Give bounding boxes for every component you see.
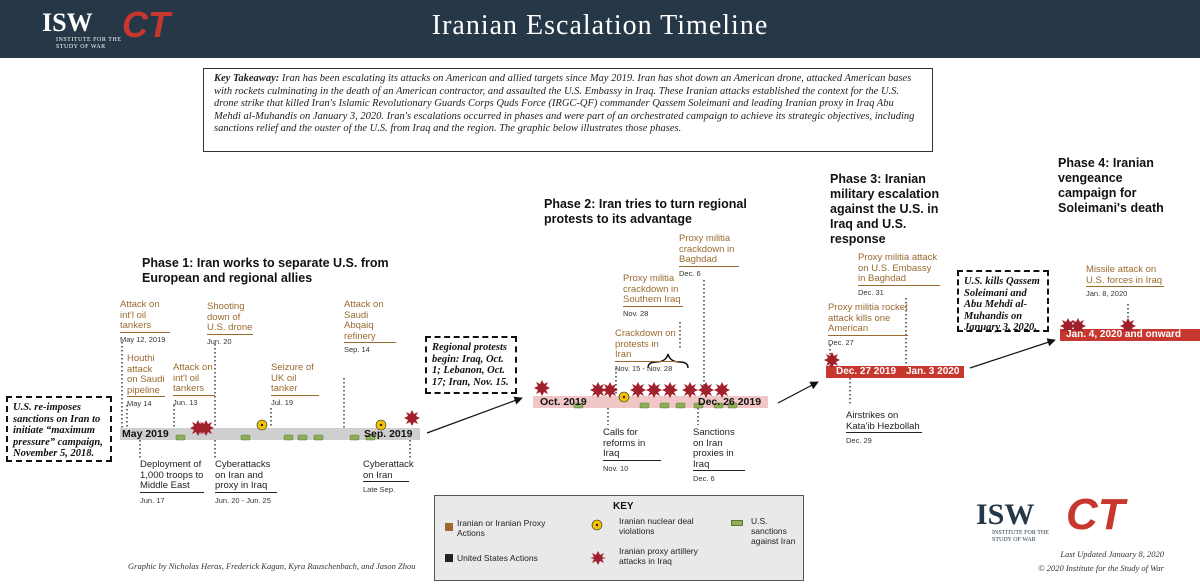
event-label: Airstrikes on Kata'ib Hezbollah [846,411,922,433]
event-date: Nov. 28 [623,308,649,318]
legend-nuclear-icon [591,519,603,531]
phase1-title: Phase 1: Iran works to separate U.S. from European and regional allies [142,256,389,285]
event-date: Jun. 20 [207,336,232,346]
sanctions-icon [298,435,307,440]
event-date: Late Sep. [363,485,396,494]
soleimani-box: U.S. kills Qassem Soleimani and Abu Mehdi al-Muhandis on January 3, 2020. [957,270,1049,332]
legend-nuclear-label: Iranian nuclear deal violations [619,516,694,536]
event-crack-south [623,274,683,318]
event-label: Attack on Saudi Abqaiq refinery [344,300,396,343]
arrow-phase2-3 [778,382,818,403]
regional-protests-box: Regional protests begin: Iraq, Oct. 1; Lebanon, Oct. 17; Iran, Nov. 15. [425,336,517,394]
legend-us-swatch [445,554,453,562]
arrow-phase3-4 [970,340,1055,368]
burst-artillery [662,382,678,398]
event-date: May 14 [127,399,152,408]
event-label: Proxy militia rocket attack kills one American [828,302,908,334]
sanctions-icon [660,403,669,408]
sanctions-icon [284,435,293,440]
event-label: Seizure of UK oil tanker [271,363,319,396]
burst-artillery [534,380,550,396]
bar2-start-label: Oct. 2019 [540,396,587,408]
sanctions-icon [314,435,323,440]
arrow-phase1-2 [427,398,522,433]
sanctions-icon [676,403,685,408]
sanctions-icon [241,435,250,440]
legend-iran-label: Iranian or Iranian Proxy Actions [457,518,546,538]
event-date: Jan. 8, 2020 [1086,289,1128,298]
phase4-title: Phase 4: Iranian vengeance campaign for Soleimani's death [1058,156,1164,215]
bar1-start-label: May 2019 [122,428,169,440]
isw-logo-footer-subtext: INSTITUTE FOR THE STUDY OF WAR [992,530,1049,543]
burst-artillery [630,382,646,398]
event-airstrikes [846,411,922,445]
key-takeaway-text: Iran has been escalating its attacks on American and allied targets since May 2019. Iran has shot down an American drone, attacked American bases with rockets culminating in the death of an American contractor, and assaulted the U.S. Embassy in Iraq. These Iranian attacks established the context for the U.S. drone strike that killed Iran's Islamic Revolutionary Guards Corps Quds Force (IRGC-QF) commander Qassem Soleimani and leading Iranian proxy in Iraq Abu Mehdi al-Muhandis on January 3, 2020. Iran's escalations occurred in phases and were part of an orchestrated campaign to achieve its strategic objectives, including sanctions relief and the ouster of the U.S. from Iraq and the region. The graphic below illustrates those phases. [214,73,915,135]
event-troops [140,460,204,505]
event-uk-tanker [271,363,319,407]
legend-iran-swatch [445,523,453,531]
sanctions-icon [350,435,359,440]
event-crack-iran [615,329,677,373]
event-date: May 12, 2019 [120,334,166,344]
event-label: Attack on int'l oil tankers [120,300,170,333]
event-rocket [828,303,908,347]
graphic-credit: Graphic by Nicholas Heras, Frederick Kagan, Kyra Rauschenbach, and Jason Zhou [128,561,416,571]
event-label: Deployment of 1,000 troops to Middle East [140,459,204,491]
event-label: Calls for reforms in Iraq [603,428,661,461]
event-label: Proxy militia crackdown in Baghdad [679,234,739,267]
legend-key [434,495,804,581]
burst-artillery [198,420,214,436]
bar3-start-label: Dec. 27 2019 [836,366,897,377]
event-date: Dec. 29 [846,436,872,445]
isw-logo-subtext: INSTITUTE FOR THE STUDY OF WAR [56,37,122,50]
event-date: Nov. 10 [603,463,629,473]
event-crack-baghdad [679,234,739,278]
event-date: Jun. 20 - Jun. 25 [215,495,271,505]
event-label: Attack on int'l oil tankers [173,363,215,396]
event-date: Sep. 14 [344,345,370,354]
phase3-title: Phase 3: Iranian military escalation against the U.S. in Iraq and U.S. response [830,172,940,246]
event-date: Nov. 15 - Nov. 28 [615,363,673,373]
event-date: Jun. 13 [173,397,198,407]
reimpose-sanctions-box: U.S. re-imposes sanctions on Iran to initiate “maximum pressure” campaign, November 5, 2018. [6,396,112,462]
burst-artillery [682,382,698,398]
legend-title: KEY [613,501,634,512]
event-oil-tankers [120,300,170,344]
event-label: Crackdown on protests in Iran [615,328,676,360]
key-takeaway-label: Key Takeaway: [214,73,280,84]
copyright: © 2020 Institute for the Study of War [1038,563,1164,573]
event-drone [207,302,253,346]
event-sanc-proxies [693,428,745,483]
phase2-title: Phase 2: Iran tries to turn regional protests to its advantage [544,197,747,226]
legend-artillery-icon [590,550,606,566]
legend-us-label: United States Actions [457,553,538,563]
event-date: Jul. 19 [271,397,294,407]
event-houthi [127,354,165,408]
sanctions-icon [640,403,649,408]
isw-logo-footer-text: ISW [976,498,1035,531]
event-date: Dec. 27 [828,337,854,347]
burst-artillery [404,410,420,426]
bar4-label: Jan. 4, 2020 and onward [1066,329,1182,340]
event-label: Cyberattacks on Iran and proxy in Iraq [215,460,277,493]
event-date: Dec. 6 [679,268,701,278]
bar1-end-label: Sep. 2019 [364,428,413,440]
event-label: Proxy militia crackdown in Southern Iraq [623,274,683,307]
bar3-end-label: Jan. 3 2020 [906,366,960,377]
burst-artillery [646,382,662,398]
event-label: Proxy militia attack on U.S. Embassy in Baghdad [858,253,940,286]
event-date: Jun. 17 [140,495,165,505]
bar2-end-label: Dec. 26 2019 [698,396,762,408]
event-label: Missile attack on U.S. forces in Iraq [1086,264,1163,286]
ct-logo-header: CT [122,4,170,45]
event-label: Cyberattack on Iran [363,459,414,481]
legend-sanctions-icon [731,520,743,526]
event-reforms [603,428,661,473]
ct-logo-footer: CT [1066,490,1125,539]
event-abqaiq [344,300,396,354]
event-cyber-iran [363,459,414,494]
burst-artillery [602,382,618,398]
page-title: Iranian Escalation Timeline [431,10,769,41]
event-label: Houthi attack on Saudi pipeline [127,353,165,396]
last-updated: Last Updated January 8, 2020 [1060,549,1164,559]
legend-sanctions-label: U.S. sanctions against Iran [751,516,796,546]
isw-logo-text: ISW [42,8,93,37]
event-missile [1086,265,1164,298]
legend-artillery-label: Iranian proxy artillery attacks in Iraq [619,546,698,566]
isw-logo-footer [976,494,1054,546]
event-cyber-us [215,460,277,505]
event-embassy [858,253,940,297]
event-label: Shooting down of U.S. drone [207,301,253,333]
sanctions-icon [176,435,185,440]
event-date: Dec. 6 [693,474,715,483]
event-date: Dec. 31 [858,287,884,297]
event-label: Sanctions on Iran proxies in Iraq [693,428,745,471]
event-intl-tankers [173,363,215,407]
